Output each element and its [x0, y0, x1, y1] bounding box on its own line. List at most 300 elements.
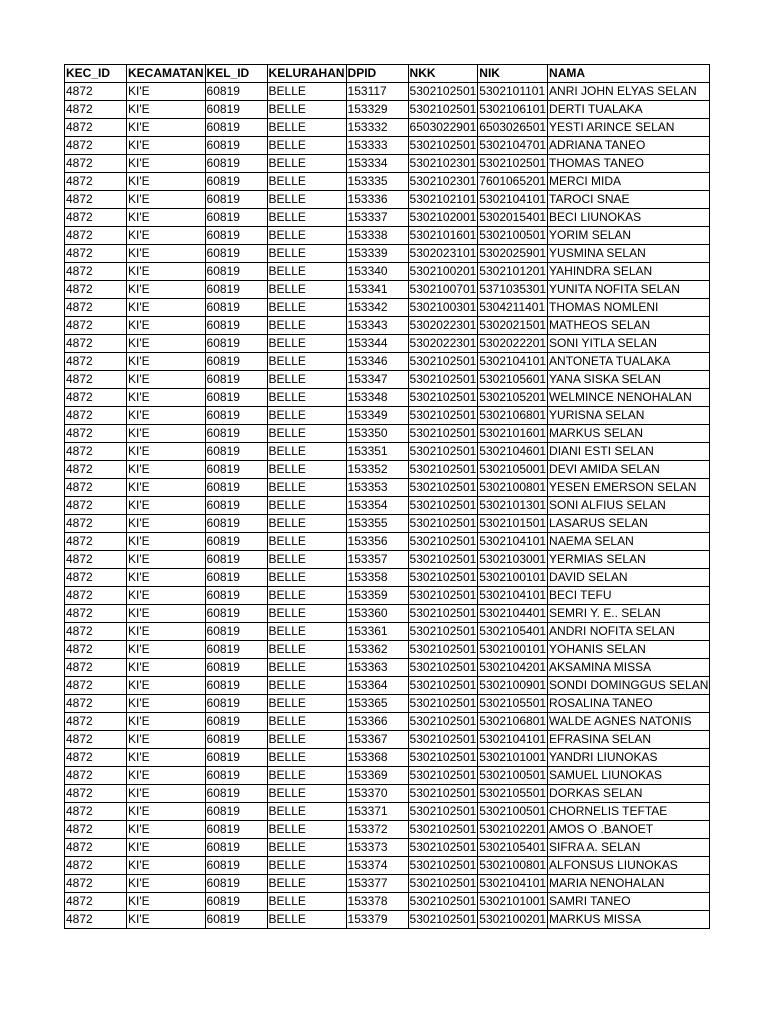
cell-kelurahan: BELLE: [267, 749, 346, 767]
cell-dpid: 153371: [346, 803, 408, 821]
cell-nik: 5302100801: [478, 479, 548, 497]
cell-kec-id: 4872: [65, 785, 127, 803]
cell-nama: SONI YITLA SELAN: [548, 335, 710, 353]
table-row: [65, 479, 710, 497]
cell-nkk: 5302102501: [408, 605, 478, 623]
cell-kel-id: 60819: [205, 137, 267, 155]
cell-kecamatan: KI'E: [127, 245, 206, 263]
cell-nik: 5302105001: [478, 461, 548, 479]
cell-nik: 5302105401: [478, 623, 548, 641]
cell-nkk: 5302100301: [408, 299, 478, 317]
cell-kelurahan: BELLE: [267, 713, 346, 731]
cell-nama: DIANI ESTI SELAN: [548, 443, 710, 461]
cell-nik: 5302102501: [478, 155, 548, 173]
cell-nama: YANA SISKA SELAN: [548, 371, 710, 389]
cell-nik: 5302104101: [478, 533, 548, 551]
cell-dpid: 153363: [346, 659, 408, 677]
cell-kec-id: 4872: [65, 713, 127, 731]
cell-kecamatan: KI'E: [127, 335, 206, 353]
cell-kecamatan: KI'E: [127, 695, 206, 713]
table-header: [65, 65, 710, 83]
cell-dpid: 153368: [346, 749, 408, 767]
cell-kelurahan: BELLE: [267, 173, 346, 191]
cell-nama: BECI TEFU: [548, 587, 710, 605]
cell-nik: 5302101601: [478, 425, 548, 443]
cell-kecamatan: KI'E: [127, 263, 206, 281]
table-row: [65, 209, 710, 227]
cell-nkk: 5302102501: [408, 857, 478, 875]
cell-nama: SIFRA A. SELAN: [548, 839, 710, 857]
cell-kel-id: 60819: [205, 479, 267, 497]
cell-nik: 5302105201: [478, 389, 548, 407]
table-row: [65, 407, 710, 425]
cell-kecamatan: KI'E: [127, 821, 206, 839]
cell-nama: YORIM SELAN: [548, 227, 710, 245]
cell-nama: YUNITA NOFITA SELAN: [548, 281, 710, 299]
cell-kecamatan: KI'E: [127, 857, 206, 875]
table-row: [65, 443, 710, 461]
cell-kec-id: 4872: [65, 659, 127, 677]
cell-kecamatan: KI'E: [127, 803, 206, 821]
cell-kelurahan: BELLE: [267, 281, 346, 299]
cell-kec-id: 4872: [65, 533, 127, 551]
cell-nkk: 5302102501: [408, 677, 478, 695]
cell-kec-id: 4872: [65, 515, 127, 533]
table-row: [65, 335, 710, 353]
cell-kelurahan: BELLE: [267, 803, 346, 821]
cell-kecamatan: KI'E: [127, 299, 206, 317]
cell-kecamatan: KI'E: [127, 155, 206, 173]
table-row: [65, 875, 710, 893]
cell-nama: WELMINCE NENOHALAN: [548, 389, 710, 407]
cell-nkk: 5302102501: [408, 911, 478, 929]
cell-kel-id: 60819: [205, 407, 267, 425]
cell-kec-id: 4872: [65, 749, 127, 767]
cell-nkk: 5302102501: [408, 641, 478, 659]
cell-dpid: 153365: [346, 695, 408, 713]
cell-nama: SONI ALFIUS SELAN: [548, 497, 710, 515]
cell-dpid: 153367: [346, 731, 408, 749]
cell-dpid: 153340: [346, 263, 408, 281]
cell-nik: 5302104601: [478, 443, 548, 461]
cell-nkk: 6503022901: [408, 119, 478, 137]
cell-kel-id: 60819: [205, 605, 267, 623]
table-row: [65, 605, 710, 623]
table-row: [65, 803, 710, 821]
cell-dpid: 153357: [346, 551, 408, 569]
table-row: [65, 551, 710, 569]
cell-nkk: 5302102501: [408, 749, 478, 767]
cell-nkk: 5302102501: [408, 713, 478, 731]
cell-nik: 5302101501: [478, 515, 548, 533]
cell-kecamatan: KI'E: [127, 569, 206, 587]
cell-nkk: 5302100201: [408, 263, 478, 281]
cell-nama: SONDI DOMINGGUS SELAN: [548, 677, 710, 695]
cell-kec-id: 4872: [65, 101, 127, 119]
cell-kec-id: 4872: [65, 191, 127, 209]
cell-nkk: 5302102501: [408, 893, 478, 911]
cell-nik: 5302104101: [478, 353, 548, 371]
cell-kec-id: 4872: [65, 803, 127, 821]
table-row: [65, 119, 710, 137]
cell-nkk: 5302102501: [408, 371, 478, 389]
cell-nama: MERCI MIDA: [548, 173, 710, 191]
cell-kelurahan: BELLE: [267, 533, 346, 551]
cell-nik: 5302101001: [478, 893, 548, 911]
cell-kel-id: 60819: [205, 875, 267, 893]
cell-nik: 5302102201: [478, 821, 548, 839]
cell-nama: AKSAMINA MISSA: [548, 659, 710, 677]
cell-kel-id: 60819: [205, 857, 267, 875]
cell-dpid: 153117: [346, 83, 408, 101]
cell-nama: ANTONETA TUALAKA: [548, 353, 710, 371]
cell-kecamatan: KI'E: [127, 191, 206, 209]
cell-nama: BECI LIUNOKAS: [548, 209, 710, 227]
cell-nama: WALDE AGNES NATONIS: [548, 713, 710, 731]
cell-kec-id: 4872: [65, 623, 127, 641]
cell-nama: YESEN EMERSON SELAN: [548, 479, 710, 497]
cell-dpid: 153366: [346, 713, 408, 731]
cell-nama: DORKAS SELAN: [548, 785, 710, 803]
cell-nama: ANRI JOHN ELYAS SELAN: [548, 83, 710, 101]
table-row: [65, 713, 710, 731]
cell-dpid: 153356: [346, 533, 408, 551]
cell-kecamatan: KI'E: [127, 749, 206, 767]
table-row: [65, 137, 710, 155]
cell-nik: 5302021501: [478, 317, 548, 335]
table-row: [65, 461, 710, 479]
cell-nkk: 5302102501: [408, 407, 478, 425]
cell-nkk: 5302102501: [408, 137, 478, 155]
cell-nkk: 5302102501: [408, 551, 478, 569]
cell-kec-id: 4872: [65, 695, 127, 713]
table-row: [65, 587, 710, 605]
cell-kecamatan: KI'E: [127, 785, 206, 803]
cell-kel-id: 60819: [205, 335, 267, 353]
cell-nik: 5302104101: [478, 875, 548, 893]
cell-kelurahan: BELLE: [267, 659, 346, 677]
cell-nik: 5302105501: [478, 695, 548, 713]
cell-nik: 5302101101: [478, 83, 548, 101]
table-row: [65, 677, 710, 695]
cell-nkk: 5302102501: [408, 497, 478, 515]
cell-kec-id: 4872: [65, 281, 127, 299]
cell-kecamatan: KI'E: [127, 893, 206, 911]
cell-kelurahan: BELLE: [267, 515, 346, 533]
cell-nkk: 5302102501: [408, 767, 478, 785]
cell-dpid: 153350: [346, 425, 408, 443]
cell-kel-id: 60819: [205, 83, 267, 101]
cell-nkk: 5302102501: [408, 443, 478, 461]
cell-kel-id: 60819: [205, 371, 267, 389]
cell-kel-id: 60819: [205, 587, 267, 605]
cell-nkk: 5302102501: [408, 101, 478, 119]
cell-nkk: 5302102501: [408, 425, 478, 443]
cell-nama: YURISNA SELAN: [548, 407, 710, 425]
cell-kec-id: 4872: [65, 155, 127, 173]
cell-dpid: 153341: [346, 281, 408, 299]
cell-kecamatan: KI'E: [127, 875, 206, 893]
cell-kelurahan: BELLE: [267, 875, 346, 893]
header-kec-id: KEC_ID: [65, 65, 127, 83]
cell-nik: 5302104201: [478, 659, 548, 677]
cell-kec-id: 4872: [65, 173, 127, 191]
cell-kelurahan: BELLE: [267, 371, 346, 389]
cell-kel-id: 60819: [205, 461, 267, 479]
cell-nik: 5302100901: [478, 677, 548, 695]
cell-kel-id: 60819: [205, 263, 267, 281]
cell-kelurahan: BELLE: [267, 641, 346, 659]
cell-nik: 5302105501: [478, 785, 548, 803]
table-row: [65, 623, 710, 641]
cell-nkk: 5302102501: [408, 623, 478, 641]
cell-dpid: 153370: [346, 785, 408, 803]
cell-kecamatan: KI'E: [127, 515, 206, 533]
cell-nama: THOMAS NOMLENI: [548, 299, 710, 317]
cell-kel-id: 60819: [205, 821, 267, 839]
cell-kecamatan: KI'E: [127, 641, 206, 659]
cell-dpid: 153364: [346, 677, 408, 695]
cell-dpid: 153346: [346, 353, 408, 371]
cell-nik: 5302104101: [478, 191, 548, 209]
cell-kelurahan: BELLE: [267, 623, 346, 641]
cell-nama: ADRIANA TANEO: [548, 137, 710, 155]
cell-kec-id: 4872: [65, 587, 127, 605]
table-row: [65, 245, 710, 263]
table-row: [65, 155, 710, 173]
cell-nkk: 5302102501: [408, 695, 478, 713]
cell-kel-id: 60819: [205, 911, 267, 929]
cell-nama: YANDRI LIUNOKAS: [548, 749, 710, 767]
cell-nkk: 5302022301: [408, 335, 478, 353]
cell-kec-id: 4872: [65, 137, 127, 155]
cell-kelurahan: BELLE: [267, 155, 346, 173]
cell-kec-id: 4872: [65, 641, 127, 659]
table-row: [65, 299, 710, 317]
cell-kel-id: 60819: [205, 533, 267, 551]
cell-kelurahan: BELLE: [267, 407, 346, 425]
cell-nik: 5302104701: [478, 137, 548, 155]
cell-nama: TAROCI SNAE: [548, 191, 710, 209]
cell-kel-id: 60819: [205, 425, 267, 443]
cell-nkk: 5302102501: [408, 875, 478, 893]
cell-nkk: 5302102501: [408, 83, 478, 101]
table-row: [65, 263, 710, 281]
table-row: [65, 515, 710, 533]
table-row: [65, 839, 710, 857]
table-row: [65, 785, 710, 803]
cell-kelurahan: BELLE: [267, 677, 346, 695]
cell-kecamatan: KI'E: [127, 911, 206, 929]
cell-kel-id: 60819: [205, 893, 267, 911]
cell-nkk: 5302102501: [408, 515, 478, 533]
cell-dpid: 153373: [346, 839, 408, 857]
table-row: [65, 425, 710, 443]
cell-kelurahan: BELLE: [267, 317, 346, 335]
cell-kec-id: 4872: [65, 245, 127, 263]
cell-kecamatan: KI'E: [127, 587, 206, 605]
cell-kelurahan: BELLE: [267, 299, 346, 317]
cell-dpid: 153349: [346, 407, 408, 425]
cell-kecamatan: KI'E: [127, 497, 206, 515]
cell-nkk: 5302102501: [408, 803, 478, 821]
cell-kec-id: 4872: [65, 677, 127, 695]
cell-kec-id: 4872: [65, 821, 127, 839]
cell-kecamatan: KI'E: [127, 281, 206, 299]
cell-dpid: 153360: [346, 605, 408, 623]
cell-dpid: 153343: [346, 317, 408, 335]
cell-kec-id: 4872: [65, 407, 127, 425]
cell-nik: 5302100201: [478, 911, 548, 929]
cell-nkk: 5302102501: [408, 389, 478, 407]
cell-nik: 6503026501: [478, 119, 548, 137]
cell-kec-id: 4872: [65, 371, 127, 389]
cell-kec-id: 4872: [65, 83, 127, 101]
cell-kecamatan: KI'E: [127, 227, 206, 245]
cell-kec-id: 4872: [65, 767, 127, 785]
cell-nik: 5304211401: [478, 299, 548, 317]
cell-kel-id: 60819: [205, 569, 267, 587]
cell-kelurahan: BELLE: [267, 785, 346, 803]
cell-nkk: 5302102501: [408, 569, 478, 587]
cell-nkk: 5302102501: [408, 353, 478, 371]
cell-nik: 5302101301: [478, 497, 548, 515]
cell-kec-id: 4872: [65, 461, 127, 479]
cell-nama: MARKUS SELAN: [548, 425, 710, 443]
cell-dpid: 153377: [346, 875, 408, 893]
header-kecamatan: KECAMATAN: [127, 65, 206, 83]
cell-nkk: 5302102501: [408, 461, 478, 479]
cell-kecamatan: KI'E: [127, 317, 206, 335]
table-row: [65, 767, 710, 785]
cell-kec-id: 4872: [65, 425, 127, 443]
cell-kec-id: 4872: [65, 389, 127, 407]
cell-kelurahan: BELLE: [267, 497, 346, 515]
cell-kelurahan: BELLE: [267, 461, 346, 479]
cell-kec-id: 4872: [65, 335, 127, 353]
table-row: [65, 749, 710, 767]
cell-kec-id: 4872: [65, 299, 127, 317]
cell-nama: YERMIAS SELAN: [548, 551, 710, 569]
cell-dpid: 153355: [346, 515, 408, 533]
cell-kecamatan: KI'E: [127, 137, 206, 155]
cell-kel-id: 60819: [205, 695, 267, 713]
cell-kelurahan: BELLE: [267, 731, 346, 749]
cell-kelurahan: BELLE: [267, 767, 346, 785]
header-kelurahan: KELURAHAN: [267, 65, 346, 83]
cell-kecamatan: KI'E: [127, 407, 206, 425]
cell-nama: YAHINDRA SELAN: [548, 263, 710, 281]
cell-kelurahan: BELLE: [267, 605, 346, 623]
table-row: [65, 389, 710, 407]
cell-nama: ROSALINA TANEO: [548, 695, 710, 713]
cell-nkk: 5302102501: [408, 731, 478, 749]
cell-kec-id: 4872: [65, 353, 127, 371]
cell-nik: 5302015401: [478, 209, 548, 227]
cell-kel-id: 60819: [205, 641, 267, 659]
cell-nik: 5302105601: [478, 371, 548, 389]
cell-kel-id: 60819: [205, 767, 267, 785]
cell-kel-id: 60819: [205, 317, 267, 335]
cell-kel-id: 60819: [205, 245, 267, 263]
cell-nkk: 5302102501: [408, 533, 478, 551]
table-row: [65, 353, 710, 371]
header-row: [65, 65, 710, 83]
cell-kec-id: 4872: [65, 263, 127, 281]
table-row: [65, 893, 710, 911]
cell-kelurahan: BELLE: [267, 119, 346, 137]
cell-kelurahan: BELLE: [267, 263, 346, 281]
cell-nama: ANDRI NOFITA SELAN: [548, 623, 710, 641]
cell-kel-id: 60819: [205, 677, 267, 695]
header-nkk: NKK: [408, 65, 478, 83]
cell-kecamatan: KI'E: [127, 209, 206, 227]
cell-kel-id: 60819: [205, 785, 267, 803]
cell-nik: 5302106101: [478, 101, 548, 119]
cell-kelurahan: BELLE: [267, 353, 346, 371]
header-kel-id: KEL_ID: [205, 65, 267, 83]
cell-nama: MATHEOS SELAN: [548, 317, 710, 335]
cell-kel-id: 60819: [205, 191, 267, 209]
cell-nama: YOHANIS SELAN: [548, 641, 710, 659]
cell-kecamatan: KI'E: [127, 533, 206, 551]
cell-nama: NAEMA SELAN: [548, 533, 710, 551]
cell-kec-id: 4872: [65, 443, 127, 461]
cell-dpid: 153362: [346, 641, 408, 659]
table-row: [65, 695, 710, 713]
cell-nik: 5302106801: [478, 713, 548, 731]
cell-kec-id: 4872: [65, 569, 127, 587]
table-row: [65, 317, 710, 335]
cell-nama: AMOS O .BANOET: [548, 821, 710, 839]
cell-nik: 5302104401: [478, 605, 548, 623]
cell-kel-id: 60819: [205, 839, 267, 857]
cell-kec-id: 4872: [65, 893, 127, 911]
cell-kel-id: 60819: [205, 551, 267, 569]
cell-nkk: 5302102501: [408, 839, 478, 857]
cell-dpid: 153334: [346, 155, 408, 173]
cell-nik: 5302100101: [478, 569, 548, 587]
cell-nik: 5302101001: [478, 749, 548, 767]
cell-dpid: 153336: [346, 191, 408, 209]
table-row: [65, 569, 710, 587]
table-row: [65, 281, 710, 299]
cell-kelurahan: BELLE: [267, 443, 346, 461]
table-row: [65, 821, 710, 839]
cell-nik: 5302025901: [478, 245, 548, 263]
cell-kelurahan: BELLE: [267, 209, 346, 227]
cell-kec-id: 4872: [65, 875, 127, 893]
header-nik: NIK: [478, 65, 548, 83]
cell-nik: 5371035301: [478, 281, 548, 299]
cell-kecamatan: KI'E: [127, 119, 206, 137]
cell-nkk: 5302102001: [408, 209, 478, 227]
cell-kecamatan: KI'E: [127, 425, 206, 443]
table-row: [65, 659, 710, 677]
cell-nik: 5302100501: [478, 767, 548, 785]
table-row: [65, 857, 710, 875]
cell-nkk: 5302101601: [408, 227, 478, 245]
cell-kecamatan: KI'E: [127, 101, 206, 119]
table-row: [65, 83, 710, 101]
table-row: [65, 497, 710, 515]
table-row: [65, 533, 710, 551]
cell-kel-id: 60819: [205, 155, 267, 173]
cell-dpid: 153354: [346, 497, 408, 515]
cell-dpid: 153342: [346, 299, 408, 317]
cell-kecamatan: KI'E: [127, 461, 206, 479]
cell-nkk: 5302022301: [408, 317, 478, 335]
